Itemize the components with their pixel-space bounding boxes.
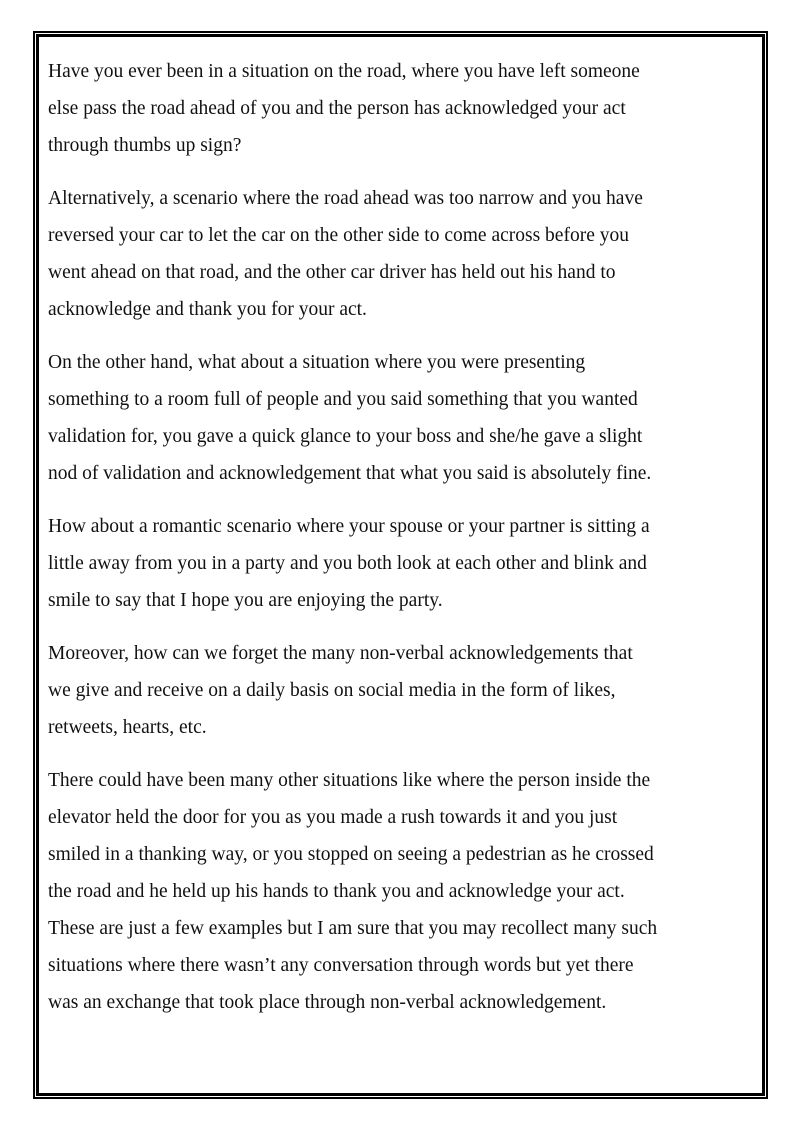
document-body [48, 53, 728, 1037]
paragraph-4: How about a romantic scenario where your spouse or your partner is sitting a little away from you in a party and you both look at each other and blink and smile to say that I hope you are enjoying the party. [48, 516, 650, 611]
paragraph-2: Alternatively, a scenario where the road ahead was too narrow and you have reversed your car to let the car on the other side to come across before you went ahead on that road, and the other car driver has held out his hand to acknowledge and thank you for your act. [48, 188, 643, 320]
paragraph-1: Have you ever been in a situation on the road, where you have left someone else pass the road ahead of you and the person has acknowledged your act through thumbs up sign? [48, 61, 640, 156]
paragraph-6: There could have been many other situations like where the person inside the elevator held the door for you as you made a rush towards it and you just smiled in a thanking way, or you stopped on seeing a pedestrian as he crossed the road and he held up his hands to thank you and acknowledge your act. These are just a few examples but I am sure that you may recollect many such situations where there wasn’t any conversation through words but yet there was an exchange that took place through non-verbal acknowledgement. [48, 770, 658, 1013]
paragraph-5: Moreover, how can we forget the many non-verbal acknowledgements that we give and receive on a daily basis on social media in the form of likes, retweets, hearts, etc. [48, 643, 633, 738]
paragraph-3: On the other hand, what about a situation where you were presenting something to a room full of people and you said something that you wanted validation for, you gave a quick glance to your boss and she/he gave a slight nod of validation and acknowledgement that what you said is absolutely fine. [48, 352, 652, 484]
